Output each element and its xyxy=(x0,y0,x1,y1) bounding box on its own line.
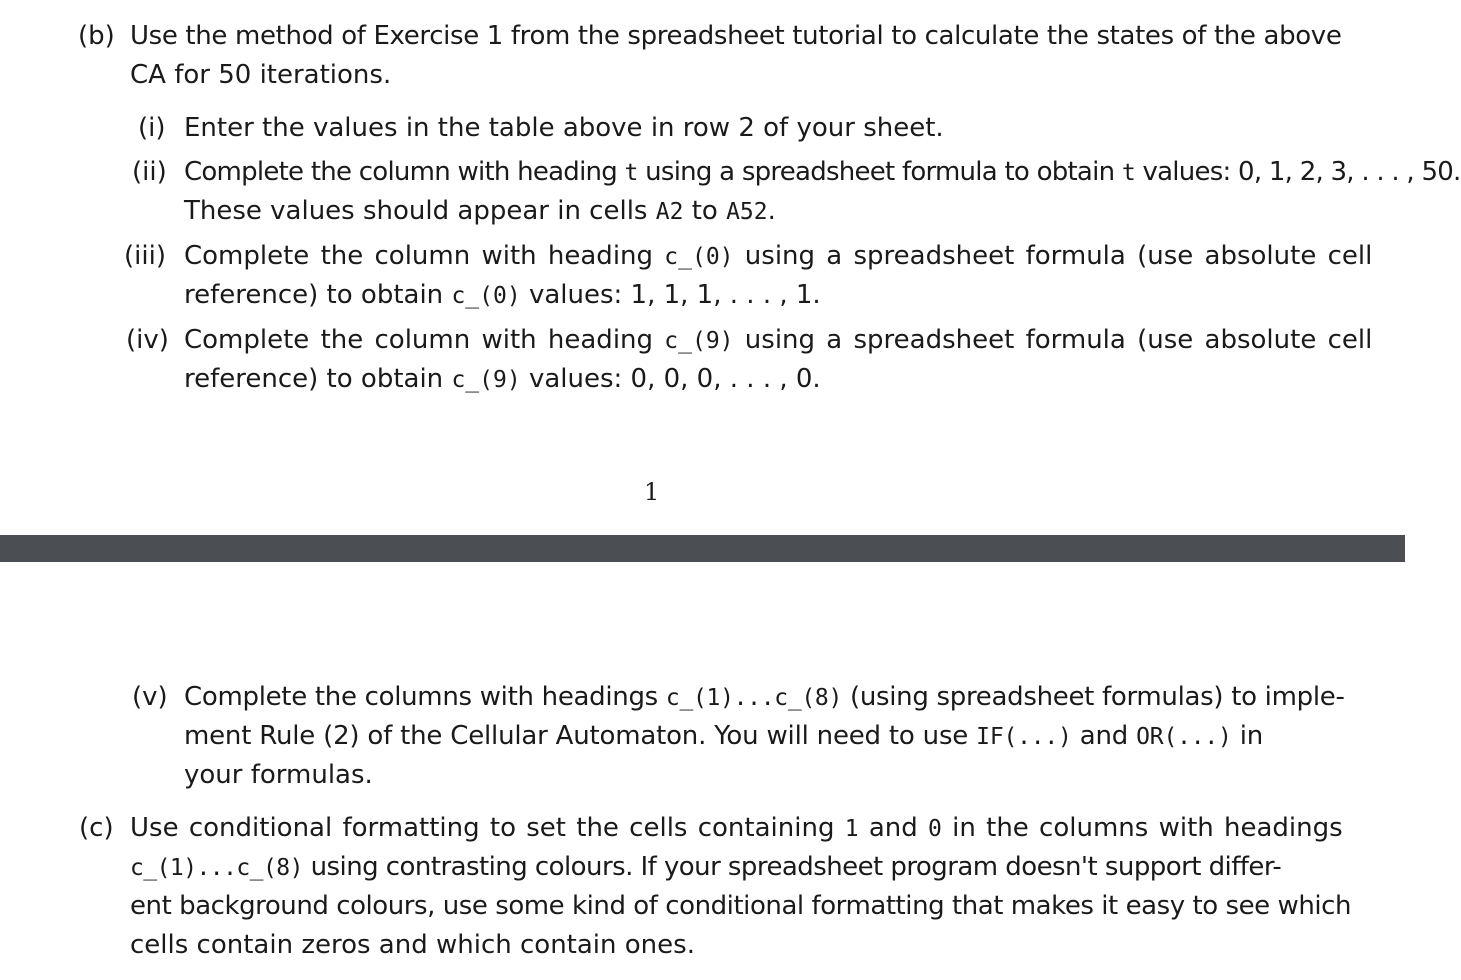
text-segment: reference) to obtain xyxy=(184,280,452,310)
item-iv-line-2 xyxy=(184,363,821,396)
code-one: 1 xyxy=(844,816,859,842)
code-t: t xyxy=(1121,160,1135,186)
text-segment: values: 0, 0, 0, . . . , 0. xyxy=(520,364,821,394)
text-segment: using a spreadsheet formula to obtain xyxy=(637,157,1122,187)
code-if: IF(...) xyxy=(976,724,1072,750)
item-c-line-4: cells contain zeros and which contain ones. xyxy=(130,930,695,960)
text-segment: ment Rule (2) of the Cellular Automaton. You will need to use xyxy=(184,721,977,751)
code-c9: c_(9) xyxy=(451,367,521,393)
text-segment: reference) to obtain xyxy=(184,364,452,394)
code-c0: c_(0) xyxy=(664,244,734,270)
code-c0: c_(0) xyxy=(451,283,521,309)
item-ii-line-1 xyxy=(184,156,1461,189)
code-c1-c8: c_(1)...c_(8) xyxy=(665,685,843,711)
text-segment: (using spreadsheet formulas) to imple- xyxy=(842,682,1345,712)
text-segment: Complete the column with heading xyxy=(184,241,665,271)
text-segment: and xyxy=(858,813,929,843)
text-segment: Complete the column with heading xyxy=(184,157,625,187)
code-cell-ref: A52 xyxy=(726,199,768,225)
item-c-line-3: ent background colours, use some kind of conditional formatting that makes it easy to see which xyxy=(130,891,1352,921)
item-b-label: (b) xyxy=(78,21,115,51)
code-c1-c8: c_(1)...c_(8) xyxy=(130,855,303,881)
item-c-label: (c) xyxy=(79,813,114,843)
text-segment: values: 0, 1, 2, 3, . . . , 50. xyxy=(1134,157,1461,187)
document-page-2 xyxy=(0,562,1405,980)
item-v-line-3: your formulas. xyxy=(184,760,373,790)
code-or: OR(...) xyxy=(1136,724,1232,750)
item-ii-line-2 xyxy=(184,195,776,228)
text-segment: in the columns with headings xyxy=(941,813,1343,843)
text-segment: . xyxy=(767,196,776,226)
page-separator xyxy=(0,535,1405,562)
item-v-line-2 xyxy=(184,720,1263,753)
item-iii-label: (iii) xyxy=(124,241,166,271)
text-segment: These values should appear in cells xyxy=(184,196,656,226)
text-segment: using contrasting colours. If your spreadsheet program doesn't support differ- xyxy=(302,852,1282,882)
text-segment: using a spreadsheet formula (use absolute cell xyxy=(733,325,1373,355)
text-segment: Complete the columns with headings xyxy=(184,682,666,712)
page-number: 1 xyxy=(644,478,660,506)
code-c9: c_(9) xyxy=(664,328,734,354)
item-iv-label: (iv) xyxy=(126,325,169,355)
code-t: t xyxy=(624,160,638,186)
item-iii-line-1 xyxy=(184,240,1372,273)
item-c-line-2 xyxy=(130,851,1281,884)
code-zero: 0 xyxy=(928,816,942,842)
item-iv-line-1 xyxy=(184,324,1372,357)
text-segment: Use conditional formatting to set the cells containing xyxy=(130,813,845,843)
item-i-label: (i) xyxy=(138,113,166,143)
text-segment: using a spreadsheet formula (use absolute cell xyxy=(733,241,1373,271)
item-ii-label: (ii) xyxy=(132,157,167,187)
item-i-line-1: Enter the values in the table above in row 2 of your sheet. xyxy=(184,113,944,143)
code-cell-ref: A2 xyxy=(655,199,684,225)
text-segment: in xyxy=(1231,721,1264,751)
text-segment: Complete the column with heading xyxy=(184,325,665,355)
text-segment: values: 1, 1, 1, . . . , 1. xyxy=(520,280,821,310)
item-v-label: (v) xyxy=(132,682,168,712)
item-v-line-1 xyxy=(184,681,1345,714)
item-b-line-2: CA for 50 iterations. xyxy=(130,60,392,90)
item-b-line-1: Use the method of Exercise 1 from the spreadsheet tutorial to calculate the states of the above xyxy=(130,21,1342,51)
text-segment: and xyxy=(1071,721,1137,751)
text-segment: to xyxy=(683,196,727,226)
item-iii-line-2 xyxy=(184,279,821,312)
item-c-line-1 xyxy=(130,812,1343,845)
